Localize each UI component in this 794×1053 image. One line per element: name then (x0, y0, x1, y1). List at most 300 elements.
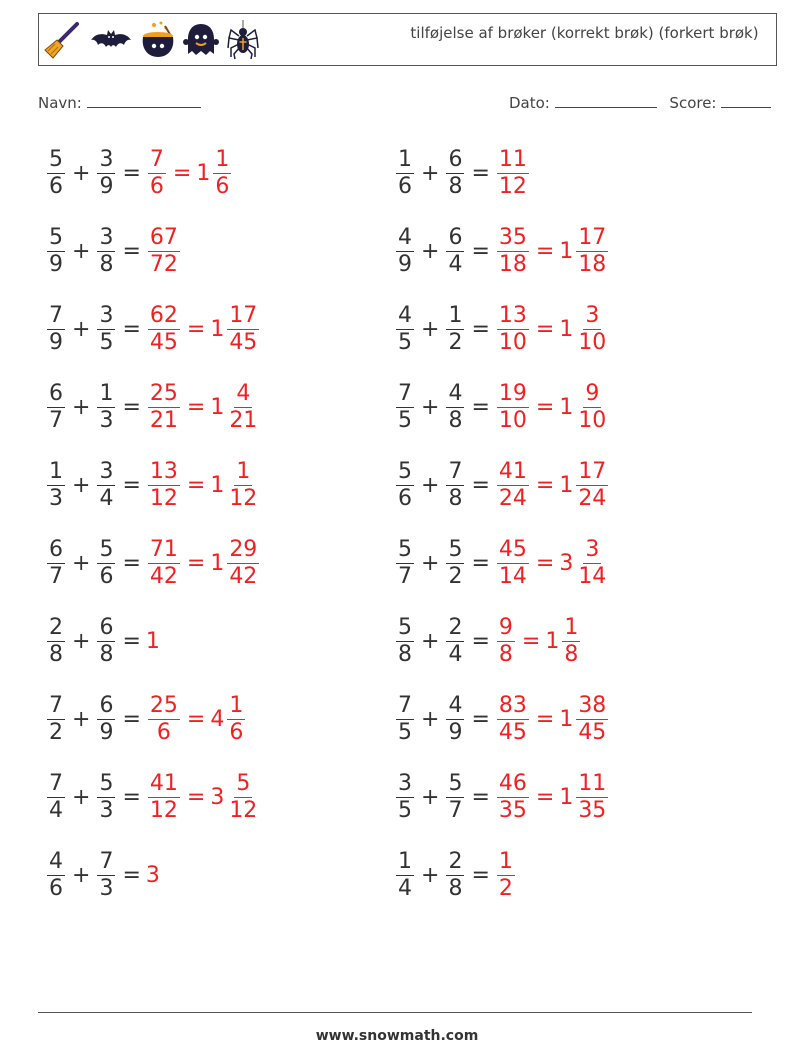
denominator: 14 (578, 563, 607, 589)
numerator: 1 (398, 848, 412, 874)
problem-7 (45, 377, 261, 437)
plus-sign: + (72, 238, 91, 264)
numerator: 19 (498, 380, 527, 406)
answer-equals-sign: = (535, 238, 555, 264)
denominator: 8 (99, 251, 114, 277)
denominator: 4 (398, 875, 412, 901)
mixed-fraction (227, 381, 259, 434)
numerator: 5 (99, 770, 114, 796)
equals-sign: = (122, 784, 141, 810)
answer-equals-sign: = (535, 316, 555, 342)
denominator: 3 (49, 485, 63, 511)
fraction (446, 771, 464, 824)
plus-sign: + (421, 394, 440, 420)
numerator: 3 (99, 224, 114, 250)
numerator: 3 (99, 146, 114, 172)
mixed-whole: 1 (196, 160, 211, 186)
mixed-whole: 1 (210, 550, 225, 576)
denominator: 5 (398, 797, 412, 823)
numerator: 5 (398, 614, 412, 640)
denominator: 6 (49, 875, 63, 901)
cauldron-icon (139, 20, 177, 60)
fraction (47, 303, 65, 356)
plus-sign: + (421, 784, 440, 810)
numerator: 46 (498, 770, 527, 796)
problem-19 (45, 845, 160, 905)
answer-fraction (148, 771, 180, 824)
plus-sign: + (72, 862, 91, 888)
answer-fraction (148, 459, 180, 512)
numerator: 4 (398, 302, 412, 328)
answer (146, 225, 182, 278)
denominator: 6 (149, 173, 164, 199)
mixed-whole: 1 (545, 628, 560, 654)
fraction (396, 381, 414, 434)
denominator: 5 (99, 329, 114, 355)
denominator: 9 (448, 719, 463, 745)
problem-20 (394, 845, 517, 905)
denominator: 42 (229, 563, 258, 589)
denominator: 14 (498, 563, 527, 589)
answer-fraction (497, 459, 529, 512)
denominator: 4 (49, 797, 63, 823)
denominator: 6 (156, 719, 171, 745)
fraction (97, 459, 115, 512)
mixed-fraction (576, 225, 608, 278)
denominator: 8 (498, 641, 513, 667)
denominator: 12 (229, 485, 258, 511)
numerator: 6 (99, 692, 114, 718)
mixed-fraction (227, 693, 245, 746)
denominator: 21 (229, 407, 258, 433)
plus-sign: + (421, 472, 440, 498)
mixed-fraction (576, 303, 608, 356)
numerator: 5 (236, 770, 251, 796)
mixed-fraction (213, 147, 231, 200)
plus-sign: + (421, 316, 440, 342)
answer-fraction (497, 693, 529, 746)
answer-equals-sign: = (186, 316, 206, 342)
answer (146, 303, 261, 356)
denominator: 12 (229, 797, 258, 823)
answer (495, 771, 610, 824)
denominator: 9 (99, 719, 114, 745)
plus-sign: + (72, 706, 91, 732)
fraction (47, 537, 65, 590)
denominator: 6 (398, 173, 412, 199)
equals-sign: = (122, 316, 141, 342)
equals-sign: = (471, 238, 490, 264)
numerator: 2 (49, 614, 63, 640)
mixed-fraction (576, 537, 608, 590)
numerator: 3 (585, 302, 600, 328)
answer-fraction (497, 537, 529, 590)
fraction (446, 849, 464, 902)
denominator: 24 (498, 485, 527, 511)
answer-whole: 3 (145, 862, 160, 888)
fraction (396, 303, 414, 356)
footer-url: www.snowmath.com (315, 1028, 479, 1044)
mixed-fraction (576, 771, 608, 824)
footer-divider (38, 1012, 752, 1013)
answer-equals-sign: = (186, 472, 206, 498)
equals-sign: = (122, 160, 141, 186)
problem-17 (45, 767, 261, 827)
denominator: 8 (564, 641, 579, 667)
numerator: 7 (149, 146, 164, 172)
fraction (396, 849, 414, 902)
numerator: 1 (99, 380, 114, 406)
fraction (396, 615, 414, 668)
fraction (97, 303, 115, 356)
answer-equals-sign: = (535, 472, 555, 498)
answer-fraction (497, 225, 529, 278)
numerator: 11 (578, 770, 607, 796)
equals-sign: = (471, 160, 490, 186)
denominator: 12 (149, 485, 178, 511)
mixed-fraction (576, 693, 608, 746)
problem-4 (394, 221, 610, 281)
answer (146, 629, 160, 654)
denominator: 2 (448, 329, 463, 355)
fraction (446, 147, 464, 200)
numerator: 29 (229, 536, 258, 562)
fraction (446, 693, 464, 746)
denominator: 5 (398, 329, 412, 355)
problem-9 (45, 455, 261, 515)
name-line[interactable] (87, 93, 201, 108)
problem-8 (394, 377, 610, 437)
denominator: 10 (498, 407, 527, 433)
numerator: 5 (398, 458, 412, 484)
denominator: 2 (498, 875, 513, 901)
answer (146, 863, 160, 888)
denominator: 21 (149, 407, 178, 433)
denominator: 8 (49, 641, 63, 667)
numerator: 9 (498, 614, 513, 640)
denominator: 12 (149, 797, 178, 823)
mixed-fraction (227, 537, 259, 590)
denominator: 45 (578, 719, 607, 745)
plus-sign: + (72, 316, 91, 342)
fraction (47, 771, 65, 824)
numerator: 38 (578, 692, 607, 718)
mixed-whole: 1 (559, 238, 574, 264)
numerator: 35 (498, 224, 527, 250)
numerator: 41 (498, 458, 527, 484)
numerator: 4 (49, 848, 63, 874)
denominator: 10 (498, 329, 527, 355)
fraction (97, 537, 115, 590)
denominator: 35 (498, 797, 527, 823)
mixed-whole: 4 (210, 706, 225, 732)
fraction (47, 849, 65, 902)
answer (495, 693, 610, 746)
numerator: 41 (149, 770, 178, 796)
denominator: 12 (498, 173, 527, 199)
mixed-whole: 1 (559, 394, 574, 420)
numerator: 3 (99, 458, 114, 484)
plus-sign: + (421, 160, 440, 186)
numerator: 71 (149, 536, 178, 562)
mixed-fraction (227, 771, 259, 824)
answer-fraction (497, 147, 529, 200)
answer-equals-sign: = (535, 550, 555, 576)
score-line[interactable] (721, 93, 771, 108)
problem-12 (394, 533, 610, 593)
numerator: 5 (49, 146, 63, 172)
denominator: 9 (99, 173, 114, 199)
date-field (509, 93, 771, 112)
fraction (97, 693, 115, 746)
header-box (38, 13, 777, 66)
answer-equals-sign: = (186, 784, 206, 810)
fraction (97, 225, 115, 278)
date-line[interactable] (555, 93, 657, 108)
answer-equals-sign: = (535, 706, 555, 732)
numerator: 1 (448, 302, 463, 328)
equals-sign: = (122, 238, 141, 264)
numerator: 17 (229, 302, 258, 328)
numerator: 4 (398, 224, 412, 250)
equals-sign: = (471, 472, 490, 498)
denominator: 3 (99, 797, 114, 823)
numerator: 13 (149, 458, 178, 484)
answer (146, 771, 261, 824)
denominator: 6 (229, 719, 244, 745)
broom-icon (43, 20, 83, 60)
fraction (47, 225, 65, 278)
numerator: 1 (236, 458, 251, 484)
denominator: 7 (448, 797, 463, 823)
numerator: 7 (398, 380, 412, 406)
numerator: 5 (448, 536, 463, 562)
numerator: 7 (49, 770, 63, 796)
numerator: 45 (498, 536, 527, 562)
numerator: 25 (149, 692, 178, 718)
answer-fraction (497, 615, 515, 668)
denominator: 6 (99, 563, 114, 589)
denominator: 9 (49, 329, 63, 355)
fraction (396, 459, 414, 512)
answer-equals-sign: = (186, 394, 206, 420)
numerator: 2 (448, 614, 463, 640)
denominator: 2 (49, 719, 63, 745)
name-label: Navn: (38, 94, 82, 112)
fraction (47, 147, 65, 200)
denominator: 35 (578, 797, 607, 823)
equals-sign: = (122, 628, 141, 654)
answer-fraction (497, 303, 529, 356)
problem-14 (394, 611, 582, 671)
numerator: 4 (448, 380, 463, 406)
denominator: 9 (398, 251, 412, 277)
fraction (446, 225, 464, 278)
problem-3 (45, 221, 182, 281)
fraction (97, 771, 115, 824)
fraction (97, 615, 115, 668)
score-label: Score: (669, 94, 717, 112)
plus-sign: + (72, 394, 91, 420)
fraction (446, 537, 464, 590)
fraction (47, 381, 65, 434)
mixed-whole: 1 (559, 706, 574, 732)
numerator: 9 (585, 380, 600, 406)
answer (495, 303, 610, 356)
fraction (446, 459, 464, 512)
fraction (97, 849, 115, 902)
answer-fraction (148, 147, 166, 200)
denominator: 7 (49, 563, 63, 589)
numerator: 6 (448, 146, 463, 172)
denominator: 18 (498, 251, 527, 277)
answer (146, 693, 247, 746)
mixed-whole: 1 (210, 316, 225, 342)
denominator: 24 (578, 485, 607, 511)
denominator: 8 (448, 875, 463, 901)
denominator: 8 (448, 173, 463, 199)
date-label: Dato: (509, 94, 550, 112)
answer-fraction (148, 693, 180, 746)
answer-fraction (148, 381, 180, 434)
answer-fraction (148, 537, 180, 590)
equals-sign: = (122, 394, 141, 420)
problem-16 (394, 689, 610, 749)
mixed-whole: 1 (210, 472, 225, 498)
answer (146, 147, 233, 200)
fraction (396, 147, 414, 200)
mixed-whole: 1 (559, 472, 574, 498)
denominator: 45 (498, 719, 527, 745)
fraction (47, 615, 65, 668)
numerator: 7 (49, 302, 63, 328)
numerator: 6 (49, 380, 63, 406)
ghost-icon (183, 20, 219, 60)
fraction (446, 381, 464, 434)
answer-equals-sign: = (535, 394, 555, 420)
equals-sign: = (471, 862, 490, 888)
answer-whole: 1 (145, 628, 160, 654)
numerator: 1 (498, 848, 513, 874)
denominator: 5 (398, 407, 412, 433)
equals-sign: = (471, 628, 490, 654)
name-field (38, 93, 201, 112)
numerator: 1 (398, 146, 412, 172)
denominator: 10 (578, 407, 607, 433)
fraction (396, 537, 414, 590)
denominator: 8 (99, 641, 114, 667)
numerator: 25 (149, 380, 178, 406)
problem-6 (394, 299, 610, 359)
numerator: 62 (149, 302, 178, 328)
denominator: 6 (49, 173, 63, 199)
mixed-whole: 3 (559, 550, 574, 576)
denominator: 5 (398, 719, 412, 745)
denominator: 9 (49, 251, 63, 277)
icon-row (43, 20, 261, 60)
numerator: 5 (99, 536, 114, 562)
answer-fraction (148, 303, 180, 356)
worksheet-title: tilføjelse af brøker (korrekt brøk) (forkert brøk) (410, 24, 759, 42)
numerator: 1 (215, 146, 230, 172)
spider-icon (225, 20, 261, 60)
denominator: 10 (578, 329, 607, 355)
numerator: 1 (564, 614, 579, 640)
equals-sign: = (471, 394, 490, 420)
denominator: 3 (99, 407, 114, 433)
denominator: 4 (448, 251, 463, 277)
answer (495, 459, 610, 512)
answer-equals-sign: = (521, 628, 541, 654)
problem-2 (394, 143, 531, 203)
numerator: 67 (149, 224, 178, 250)
mixed-fraction (576, 381, 608, 434)
numerator: 7 (49, 692, 63, 718)
mixed-whole: 1 (559, 316, 574, 342)
plus-sign: + (72, 784, 91, 810)
problem-15 (45, 689, 247, 749)
mixed-fraction (576, 459, 608, 512)
mixed-fraction (227, 459, 259, 512)
plus-sign: + (421, 238, 440, 264)
equals-sign: = (122, 862, 141, 888)
fraction (396, 771, 414, 824)
denominator: 72 (149, 251, 178, 277)
numerator: 1 (49, 458, 63, 484)
answer-fraction (148, 225, 180, 278)
answer-fraction (497, 381, 529, 434)
plus-sign: + (421, 706, 440, 732)
denominator: 2 (448, 563, 463, 589)
numerator: 7 (448, 458, 463, 484)
problem-13 (45, 611, 160, 671)
equals-sign: = (122, 706, 141, 732)
fraction (97, 381, 115, 434)
mixed-fraction (562, 615, 580, 668)
denominator: 42 (149, 563, 178, 589)
plus-sign: + (421, 628, 440, 654)
answer (146, 459, 261, 512)
numerator: 17 (578, 224, 607, 250)
fraction (97, 147, 115, 200)
bat-icon (89, 20, 133, 60)
numerator: 5 (398, 536, 412, 562)
equals-sign: = (122, 550, 141, 576)
answer (495, 615, 582, 668)
answer (495, 849, 517, 902)
mixed-whole: 3 (210, 784, 225, 810)
denominator: 8 (448, 485, 463, 511)
equals-sign: = (122, 472, 141, 498)
mixed-fraction (227, 303, 259, 356)
numerator: 4 (236, 380, 251, 406)
denominator: 4 (448, 641, 463, 667)
numerator: 3 (99, 302, 114, 328)
answer-equals-sign: = (535, 784, 555, 810)
numerator: 1 (229, 692, 244, 718)
numerator: 13 (498, 302, 527, 328)
numerator: 5 (448, 770, 463, 796)
denominator: 3 (99, 875, 114, 901)
answer-fraction (497, 849, 515, 902)
answer (146, 537, 261, 590)
fraction (396, 693, 414, 746)
mixed-whole: 1 (559, 784, 574, 810)
answer (495, 147, 531, 200)
numerator: 17 (578, 458, 607, 484)
plus-sign: + (421, 862, 440, 888)
answer-fraction (497, 771, 529, 824)
